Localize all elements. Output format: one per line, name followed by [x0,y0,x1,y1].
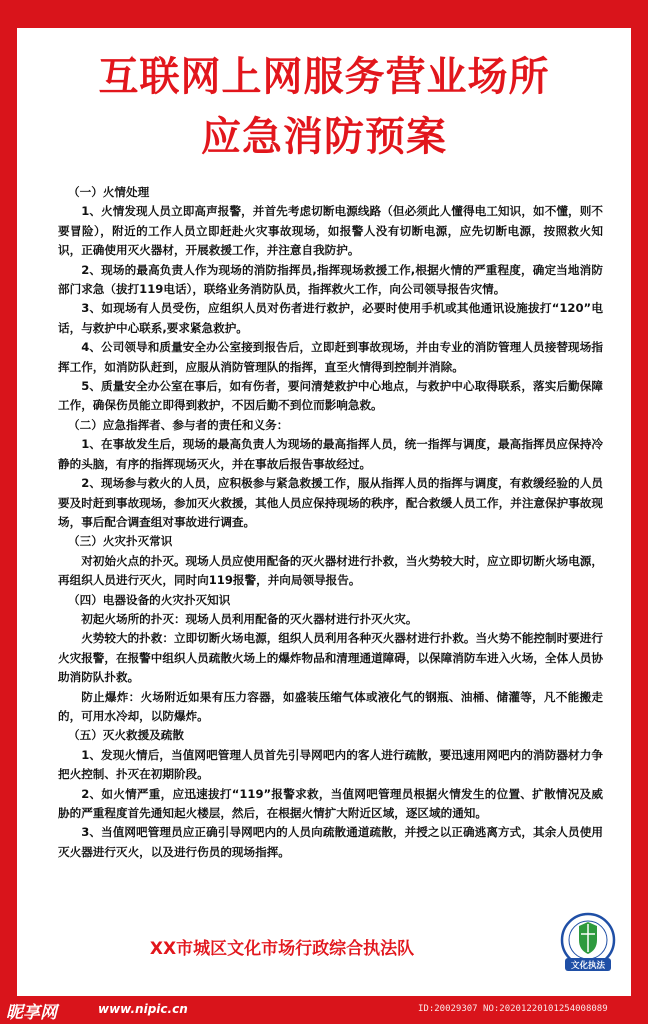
section-5-para-3: 3、当值网吧管理员应正确引导网吧内的人员向疏散通道疏散，并授之以正确逃离方式，其余人员使用灭火器进行灭火，以及进行伤员的现场指挥。 [58,825,603,859]
section-3-para-1: 对初始火点的扑灭。现场人员应使用配备的灭火器材进行扑救，当火势较大时，应立即切断火场电源，再组织人员进行灭火，同时向119报警，并向局领导报告。 [58,553,603,588]
section-2-heading: （二）应急指挥者、参与者的责任和义务： [68,417,289,432]
watermark-logo: 昵享网 [6,1003,57,1023]
section-3-heading: （三）火灾扑灭常识 [68,534,173,549]
plan-content [58,183,603,862]
section-5-para-1: 1、发现火情后，当值网吧管理人员首先引导网吧内的客人进行疏散，要迅速用网吧内的消防器材力争把火控制、扑灭在初期阶段。 [58,747,603,782]
issuing-organization: XX市城区文化市场行政综合执法队 [149,939,415,959]
law-enforcement-emblem-icon [555,910,621,976]
section-4-heading: （四）电器设备的火灾扑灭知识 [68,592,231,607]
section-1-para-3: 3、如现场有人员受伤，应组织人员对伤者进行救护，必要时使用手机或其他通讯设施拔打“120”电话，与救护中心联系,要求紧急救护。 [58,301,603,335]
section-5-heading: （五）灭火救援及疏散 [68,728,184,743]
section-1-heading: （一）火情处理 [68,185,150,199]
section-1-para-4: 4、公司领导和质量安全办公室接到报告后，立即赶到事故现场，并由专业的消防管理人员接替现场指挥工作，如消防队赶到，应服从消防管理队的指挥，直至火情得到控制并消除。 [58,340,603,374]
watermark-site: www.nipic.cn [98,1002,188,1016]
section-4-para-3: 防止爆炸：火场附近如果有压力容器，如盛装压缩气体或液化气的钢瓶、油桶、储灌等，凡不能搬走的，可用水冷却，以防爆炸。 [58,689,603,723]
section-1-para-1: 1、火情发现人员立即高声报警，并首先考虑切断电源线路（但必须此人懂得电工知识，如不懂，则不要冒险），附近的工作人员立即赶赴火灾事故现场，如报警人没有切断电源，应先切断电源，按照救火知识，正确使用灭火器材，开展救援工作，并注意自我防护。 [58,204,603,258]
image-id-text: ID:20029307 NO:20201220101254008089 [418,1004,608,1014]
emblem-label: 文化执法 [570,961,606,971]
section-4-para-1: 初起火场所的扑灭：现场人员利用配备的灭火器材进行扑灭火灾。 [81,611,418,626]
poster-sheet [17,28,631,996]
section-2-para-1: 1、在事故发生后，现场的最高负责人为现场的最高指挥人员，统一指挥与调度，最高指挥员应保持冷静的头脑，有序的指挥现场灭火，并在事故后报告事故经过。 [58,437,603,471]
section-1-para-2: 2、现场的最高负责人作为现场的消防指挥员,指挥现场救援工作,根据火情的严重程度，确定当地消防部门求急（拔打119电话），联络业务消防队员，指挥救火工作，向公司领导报告灾情。 [58,262,603,297]
section-5-para-2: 2、如火情严重，应迅速拔打“119”报警求救，当值网吧管理员根据火情发生的位置、扩散情况及威胁的严重程度首先通知起火楼层，然后，在根据火情扩大附近区域，逐区域的通知。 [58,786,603,820]
section-2-para-2: 2、现场参与救火的人员，应积极参与紧急救援工作，服从指挥人员的指挥与调度，有救缓经验的人员要及时赶到事故现场，参加灭火救援，其他人员应保持现场的秩序，配合救缓人员工作，并注意保护事故现场，事后配合调查组对事故进行调查。 [58,476,603,529]
section-1-para-5: 5、质量安全办公室在事后，如有伤者，要问清楚救护中心地点，与救护中心取得联系，落实后勤保障工作，确保伤员能立即得到救护，不因后勤不到位而影响急救。 [58,379,603,413]
title-line-1: 互联网上网服务营业场所 [98,54,550,100]
section-4-para-2: 火势较大的扑救：立即切断火场电源，组织人员利用各种灭火器材进行扑救。当火势不能控制时要进行火灾报警，在报警中组织人员疏散火场上的爆炸物品和清理通道障碍，以保障消防车进入火场，全体人员协助消防队扑救。 [58,631,603,685]
title-line-2: 应急消防预案 [201,114,447,160]
